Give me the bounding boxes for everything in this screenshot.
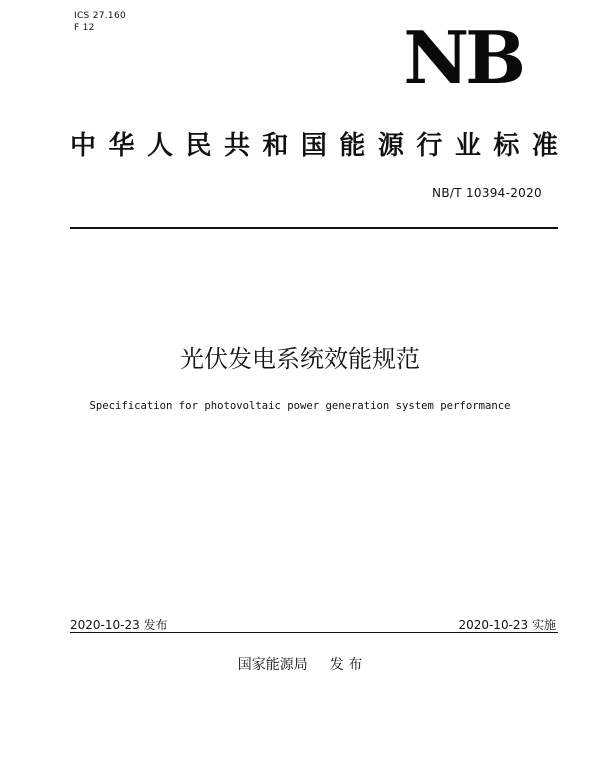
organization-char: 人 — [146, 131, 173, 161]
issue-date: 2020-10-23 发布 — [70, 618, 168, 632]
organization-char: 能 — [339, 131, 366, 161]
ccs-code: F 12 — [74, 23, 95, 33]
title-english: Specification for photovoltaic power generation system performance — [89, 400, 511, 412]
nb-logo: NB — [403, 15, 522, 100]
organization-char: 业 — [454, 131, 481, 161]
classification-codes — [74, 10, 126, 34]
implementation-date: 2020-10-23 实施 — [458, 618, 556, 632]
standard-number: NB/T 10394-2020 — [432, 186, 542, 200]
organization-char: 中 — [70, 131, 97, 161]
title-chinese: 光伏发电系统效能规范 — [180, 345, 420, 373]
publisher-line — [0, 654, 600, 674]
organization-char: 国 — [300, 131, 327, 161]
publisher-action: 发 布 — [329, 657, 363, 673]
organization-char: 和 — [262, 131, 289, 161]
organization-char: 共 — [223, 131, 250, 161]
publisher-name: 国家能源局 — [237, 657, 308, 673]
organization-char: 行 — [416, 131, 443, 161]
top-divider — [70, 227, 558, 229]
ics-code: ICS 27.160 — [74, 11, 127, 21]
bottom-divider — [70, 632, 558, 633]
organization-char: 华 — [108, 131, 135, 161]
organization-name — [70, 130, 558, 162]
organization-char: 民 — [185, 131, 212, 161]
organization-char: 准 — [531, 131, 558, 161]
organization-char: 标 — [493, 131, 520, 161]
organization-char: 源 — [377, 131, 404, 161]
